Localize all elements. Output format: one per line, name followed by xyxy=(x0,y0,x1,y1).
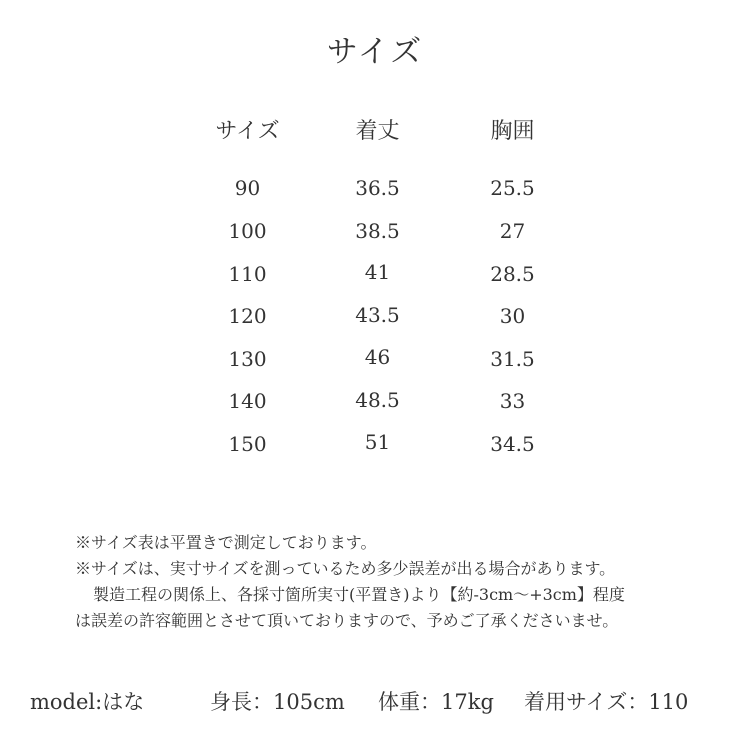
table-cell-size: 140 xyxy=(228,389,267,413)
table-cell-chest: 34.5 xyxy=(490,432,535,456)
note-line: は誤差の許容範囲とさせて頂いておりますので、予めご了承くださいませ。 xyxy=(75,611,619,630)
table-cell-size: 100 xyxy=(228,219,267,243)
table-cell-chest: 28.5 xyxy=(490,262,535,286)
table-cell-chest: 25.5 xyxy=(490,176,535,200)
table-cell-length: 51 xyxy=(364,430,391,454)
model-weight: 体重：17kg xyxy=(378,690,494,714)
table-cell-length: 36.5 xyxy=(355,176,400,200)
note-line: ※サイズ表は平置きで測定しております。 xyxy=(75,533,377,552)
table-cell-length: 43.5 xyxy=(355,303,400,327)
table-cell-length: 46 xyxy=(364,345,391,369)
table-cell-chest: 33 xyxy=(499,389,526,413)
table-cell-length: 48.5 xyxy=(355,388,400,412)
table-cell-size: 120 xyxy=(228,304,267,328)
column-header-size: サイズ xyxy=(215,119,280,144)
table-cell-length: 41 xyxy=(364,260,391,284)
table-cell-chest: 31.5 xyxy=(490,347,535,371)
model-name: model:はな xyxy=(30,690,145,714)
table-cell-size: 150 xyxy=(228,432,267,456)
table-cell-chest: 27 xyxy=(499,219,526,243)
note-line: 製造工程の関係上、各採寸箇所実寸(平置き)より【約-3cm〜+3cm】程度 xyxy=(93,585,625,604)
table-cell-chest: 30 xyxy=(499,304,526,328)
table-cell-size: 90 xyxy=(234,176,261,200)
column-header-length: 着丈 xyxy=(355,119,400,144)
table-cell-size: 130 xyxy=(228,347,267,371)
table-cell-size: 110 xyxy=(228,262,267,286)
column-header-chest: 胸囲 xyxy=(490,119,535,144)
model-height: 身長：105cm xyxy=(210,690,345,714)
table-cell-length: 38.5 xyxy=(355,219,400,243)
note-line: ※サイズは、実寸サイズを測っているため多少誤差が出る場合があります。 xyxy=(75,559,616,578)
model-size-worn: 着用サイズ：110 xyxy=(524,690,689,714)
page-title: サイズ xyxy=(326,34,424,70)
